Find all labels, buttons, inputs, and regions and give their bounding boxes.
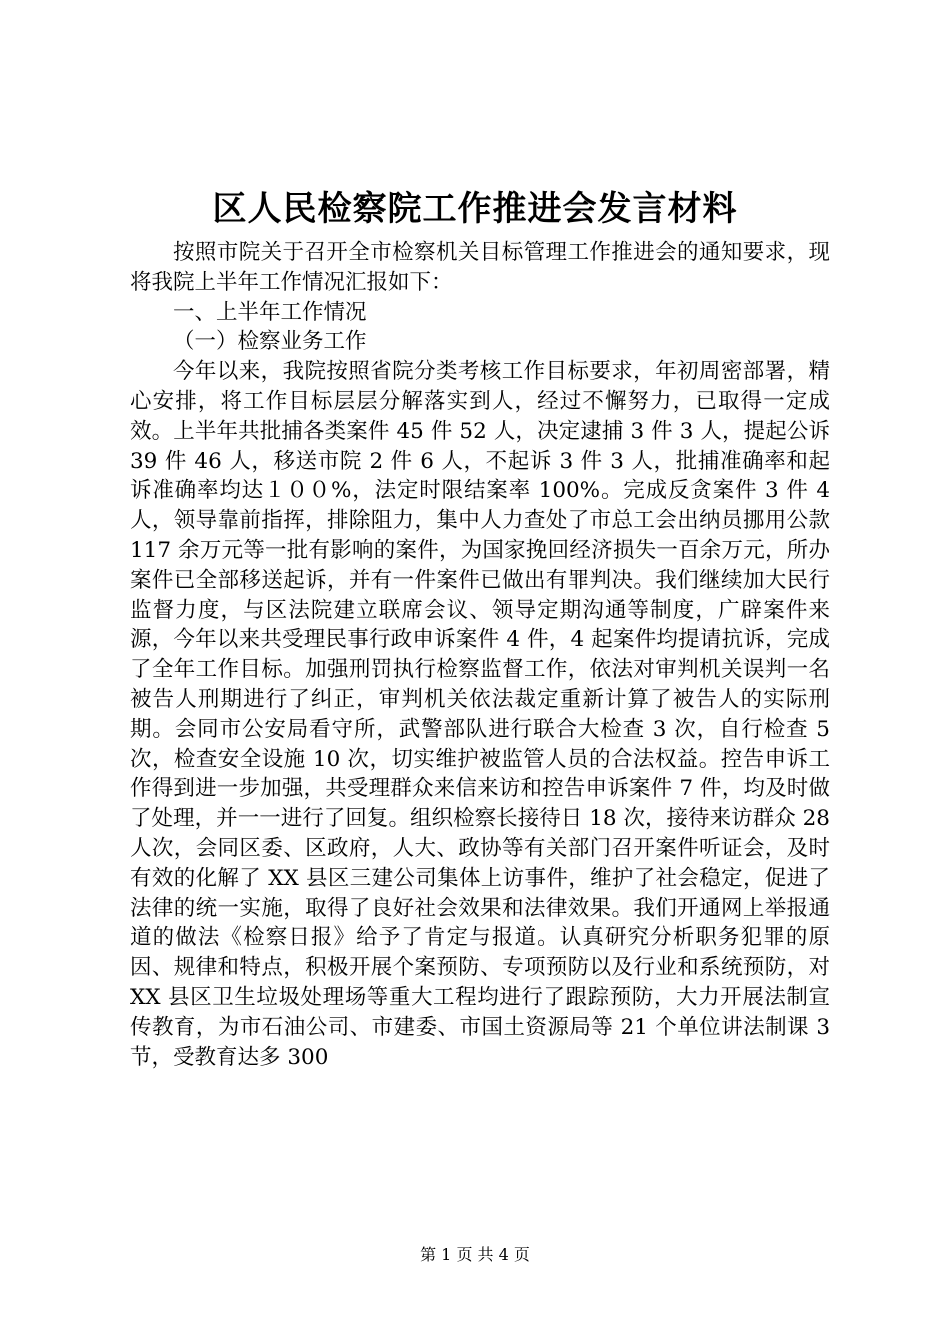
subsection-heading: （一）检察业务工作 (173, 329, 367, 355)
page-total: 共 4 页 (477, 1245, 530, 1264)
page-number: 第 1 页 (420, 1245, 473, 1264)
page-footer (0, 1244, 950, 1266)
intro-paragraph: 按照市院关于召开全市检察机关目标管理工作推进会的通知要求，现将我院上半年工作情况汇报如下： (130, 240, 830, 295)
document-title: 区人民检察院工作推进会发言材料 (212, 189, 738, 229)
document-body (130, 238, 830, 1072)
section-heading: 一、上半年工作情况 (173, 299, 367, 325)
body-paragraph: 今年以来，我院按照省院分类考核工作目标要求，年初周密部署，精心安排，将工作目标层层分解落实到人，经过不懈努力，已取得一定成效。上半年共批捕各类案件 45 件 52 人，决定逮捕 3 件 3 人，提起公诉 39 件 46 人，移送市院 2 件 6 人，不起诉 3 件 3 人，批捕准确率和起诉准确率均达１００%，法定时限结案率 100%。完成反贪案件 3 件 4 人，领导靠前指挥，排除阻力，集中人力查处了市总工会出纳员挪用公款 117 余万元等一批有影响的案件，为国家挽回经济损失一百余万元，所办案件已全部移送起诉，并有一件案件已做出有罪判决。我们继续加大民行监督力度，与区法院建立联席会议、领导定期沟通等制度，广辟案件来源，今年以来共受理民事行政申诉案件 4 件，4 起案件均提请抗诉，完成了全年工作目标。加强刑罚执行检察监督工作，依法对审判机关误判一名被告人刑期进行了纠正，审判机关依法裁定重新计算了被告人的实际刑期。会同市公安局看守所，武警部队进行联合大检查 3 次，自行检查 5 次，检查安全设施 10 次，切实维护被监管人员的合法权益。控告申诉工作得到进一步加强，共受理群众来信来访和控告申诉案件 7 件，均及时做了处理，并一一进行了回复。组织检察长接待日 18 次，接待来访群众 28 人次，会同区委、区政府，人大、政协等有关部门召开案件听证会，及时有效的化解了 XX 县区三建公司集体上访事件，维护了社会稳定，促进了法律的统一实施，取得了良好社会效果和法律效果。我们开通网上举报通道的做法《检察日报》给予了肯定与报道。认真研究分析职务犯罪的原因、规律和特点，积极开展个案预防、专项预防以及行业和系统预防，对 XX 县区卫生垃圾处理场等重大工程均进行了跟踪预防，大力开展法制宣传教育，为市石油公司、市建委、市国土资源局等 21 个单位讲法制课 3 节，受教育达多 300 (130, 359, 830, 1070)
